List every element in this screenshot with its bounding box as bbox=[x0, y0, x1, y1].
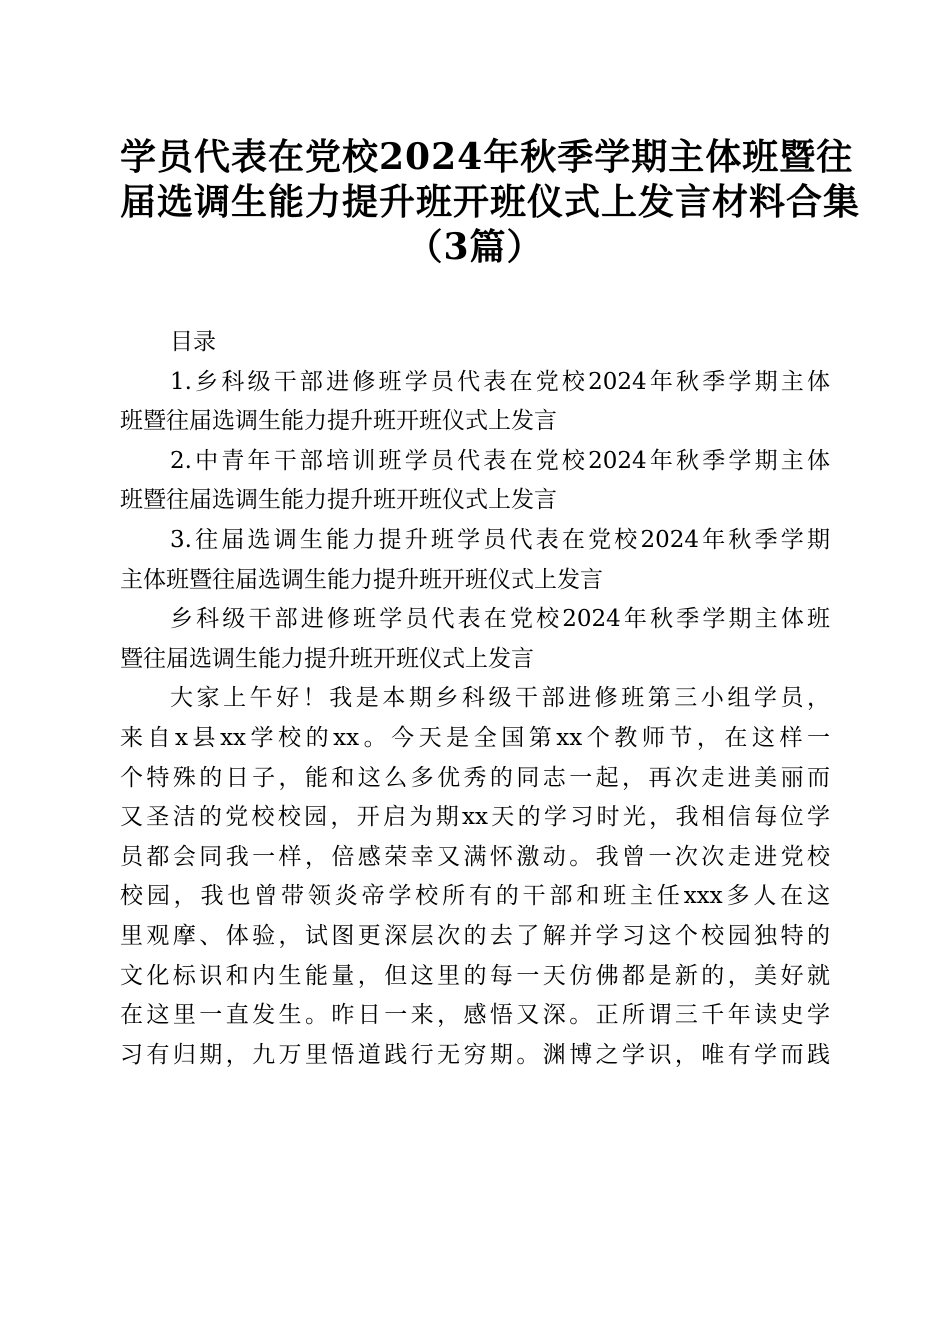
paragraph-line: 又圣洁的党校校园，开启为期xx天的学习时光，我相信每位学 bbox=[120, 804, 830, 831]
toc-item-3-line-1: 3.往届选调生能力提升班学员代表在党校2024年秋季学期 bbox=[170, 526, 830, 553]
paragraph-line: 个特殊的日子，能和这么多优秀的同志一起，再次走进美丽而 bbox=[120, 764, 830, 791]
toc-item-1-line-2: 班暨往届选调生能力提升班开班仪式上发言 bbox=[120, 408, 557, 435]
title-line-3: （3篇） bbox=[406, 226, 544, 268]
title-line-2: 届选调生能力提升班开班仪式上发言材料合集 bbox=[120, 181, 861, 223]
document-body bbox=[120, 323, 830, 1075]
paragraph-line: 在这里一直发生。昨日一来，感悟又深。正所谓三千年读史学 bbox=[120, 1002, 830, 1029]
toc-item-3-line-2: 主体班暨往届选调生能力提升班开班仪式上发言 bbox=[120, 566, 603, 593]
paragraph-line: 来自x县xx学校的xx。今天是全国第xx个教师节，在这样一 bbox=[120, 724, 830, 751]
toc-item-2-line-2: 班暨往届选调生能力提升班开班仪式上发言 bbox=[120, 487, 557, 514]
paragraph-line: 里观摩、体验，试图更深层次的去了解并学习这个校园独特的 bbox=[120, 922, 830, 949]
paragraph-line: 文化标识和内生能量，但这里的每一天仿佛都是新的，美好就 bbox=[120, 962, 830, 989]
title-line-1: 学员代表在党校2024年秋季学期主体班暨往 bbox=[120, 136, 854, 178]
toc-item-2-line-1: 2.中青年干部培训班学员代表在党校2024年秋季学期主体 bbox=[170, 447, 830, 474]
section-title-line-1: 乡科级干部进修班学员代表在党校2024年秋季学期主体班 bbox=[170, 606, 830, 633]
paragraph-line: 员都会同我一样，倍感荣幸又满怀激动。我曾一次次走进党校 bbox=[120, 843, 830, 870]
section-title-line-2: 暨往届选调生能力提升班开班仪式上发言 bbox=[120, 645, 534, 672]
paragraph-line: 校园，我也曾带领炎帝学校所有的干部和班主任xxx多人在这 bbox=[120, 883, 830, 910]
paragraph-line: 大家上午好！我是本期乡科级干部进修班第三小组学员， bbox=[170, 685, 830, 712]
paragraph-line: 习有归期，九万里悟道践行无穷期。渊博之学识，唯有学而践 bbox=[120, 1041, 830, 1068]
document-title bbox=[120, 135, 861, 270]
toc-item-1-line-1: 1.乡科级干部进修班学员代表在党校2024年秋季学期主体 bbox=[170, 368, 830, 395]
toc-heading: 目录 bbox=[170, 329, 216, 355]
